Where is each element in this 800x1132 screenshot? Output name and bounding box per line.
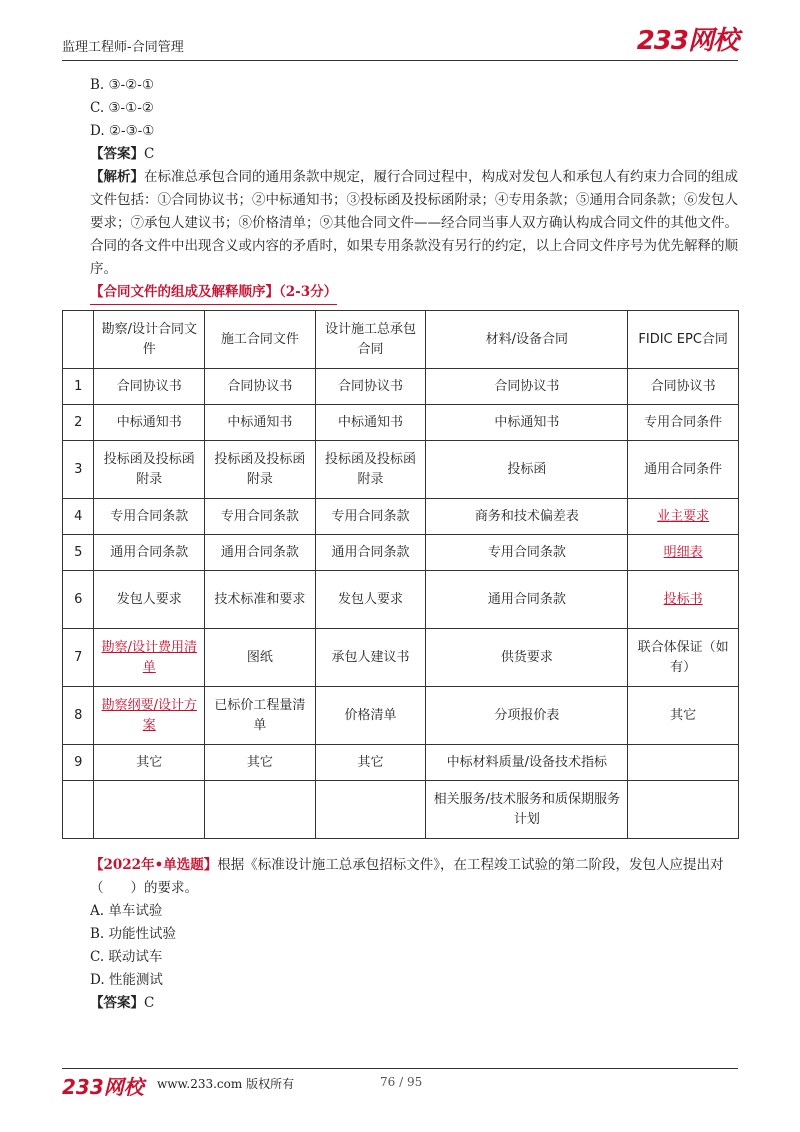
header-cell: 设计施工总承包合同 (315, 311, 426, 369)
cell: 价格清单 (315, 687, 426, 745)
cell: 发包人要求 (94, 571, 205, 629)
option-b: B. ③-②-① (90, 77, 154, 93)
answer-value: C (144, 146, 155, 162)
question-block (62, 854, 738, 1015)
table-row (63, 687, 739, 745)
cell: 供货要求 (426, 629, 628, 687)
option-a: A. 单车试验 (90, 903, 163, 919)
cell: 专用合同条款 (315, 499, 426, 535)
cell: 投标书 (628, 571, 739, 629)
page-header (62, 18, 738, 61)
cell (315, 781, 426, 839)
cell (94, 781, 205, 839)
option-d: D. 性能测试 (90, 972, 163, 988)
cell: 中标通知书 (315, 405, 426, 441)
cell: 5 (63, 535, 94, 571)
cell: 9 (63, 745, 94, 781)
table-row (63, 745, 739, 781)
cell: 发包人要求 (315, 571, 426, 629)
question-text: 根据《标准设计施工总承包招标文件》，在工程竣工试验的第二阶段，发包人应提出对（ ）的要求。 (90, 857, 724, 896)
cell: 中标通知书 (94, 405, 205, 441)
header-cell: 施工合同文件 (205, 311, 316, 369)
cell (628, 745, 739, 781)
cell: 投标函 (426, 441, 628, 499)
analysis-text: 在标准总承包合同的通用条款中规定，履行合同过程中，构成对发包人和承包人有约束力合同的组成文件包括：①合同协议书；②中标通知书；③投标函及投标函附录；④专用条款；⑤通用合同条款；⑥发包人要求；⑦承包人建议书；⑧价格清单；⑨其他合同文件——经合同当事人双方确认构成合同文件的其他文件。合同的各文件中出现含义或内容的矛盾时，如果专用条款没有另行的约定，以上合同文件序号为优先解释的顺序。 (90, 169, 738, 277)
table-row (63, 781, 739, 839)
cell: 已标价工程量清单 (205, 687, 316, 745)
contract-documents-table (62, 310, 739, 839)
table-header-row (63, 311, 739, 369)
cell: 6 (63, 571, 94, 629)
cell: 2 (63, 405, 94, 441)
cell: 承包人建议书 (315, 629, 426, 687)
cell: 7 (63, 629, 94, 687)
cell (63, 781, 94, 839)
table-row (63, 499, 739, 535)
header-cell: 材料/设备合同 (426, 311, 628, 369)
answer-prev (62, 143, 738, 166)
cell: 专用合同条件 (628, 405, 739, 441)
cell: 通用合同条件 (628, 441, 739, 499)
cell: 通用合同条款 (94, 535, 205, 571)
cell: 其它 (205, 745, 316, 781)
cell: 投标函及投标函附录 (94, 441, 205, 499)
cell: 明细表 (628, 535, 739, 571)
table-row (63, 441, 739, 499)
cell: 合同协议书 (205, 369, 316, 405)
page-footer (62, 1068, 738, 1099)
cell: 通用合同条款 (315, 535, 426, 571)
cell: 中标通知书 (205, 405, 316, 441)
table-row (63, 571, 739, 629)
cell: 其它 (628, 687, 739, 745)
header-cell: 勘察/设计合同文件 (94, 311, 205, 369)
answer-label: 【答案】 (90, 995, 144, 1011)
header-title: 监理工程师-合同管理 (62, 40, 184, 55)
cell: 合同协议书 (315, 369, 426, 405)
cell: 合同协议书 (628, 369, 739, 405)
cell: 1 (63, 369, 94, 405)
cell: 8 (63, 687, 94, 745)
cell: 相关服务/技术服务和质保期服务计划 (426, 781, 628, 839)
cell: 勘察/设计费用清单 (94, 629, 205, 687)
cell: 专用合同条款 (94, 499, 205, 535)
footer-copyright: www.233.com 版权所有 (157, 1077, 295, 1091)
cell: 分项报价表 (426, 687, 628, 745)
header-cell: FIDIC EPC合同 (628, 311, 739, 369)
cell: 中标通知书 (426, 405, 628, 441)
section-title: 【合同文件的组成及解释顺序】（2-3分） (90, 281, 337, 305)
cell: 联合体保证（如有） (628, 629, 739, 687)
page-number: 76 / 95 (380, 1075, 423, 1089)
cell (628, 781, 739, 839)
cell: 投标函及投标函附录 (205, 441, 316, 499)
cell: 合同协议书 (94, 369, 205, 405)
cell: 其它 (94, 745, 205, 781)
table-row (63, 629, 739, 687)
cell: 3 (63, 441, 94, 499)
cell: 4 (63, 499, 94, 535)
option-d: D. ②-③-① (90, 123, 155, 139)
cell: 合同协议书 (426, 369, 628, 405)
brand-logo: 233网校 (636, 26, 738, 56)
cell: 其它 (315, 745, 426, 781)
option-c: C. ③-①-② (90, 100, 154, 116)
option-b: B. 功能性试验 (90, 926, 177, 942)
cell: 商务和技术偏差表 (426, 499, 628, 535)
table-row (63, 405, 739, 441)
cell: 专用合同条款 (426, 535, 628, 571)
answer-value: C (144, 995, 155, 1011)
cell: 通用合同条款 (205, 535, 316, 571)
cell: 勘察纲要/设计方案 (94, 687, 205, 745)
content-top (62, 74, 738, 305)
question-tag: 【2022年•单选题】 (90, 857, 218, 873)
header-cell (63, 311, 94, 369)
table-row (63, 535, 739, 571)
analysis-paragraph (62, 166, 738, 281)
table-row (63, 369, 739, 405)
answer (62, 992, 738, 1015)
option-c: C. 联动试车 (90, 949, 163, 965)
question-stem (62, 854, 738, 900)
cell: 图纸 (205, 629, 316, 687)
cell (205, 781, 316, 839)
cell: 通用合同条款 (426, 571, 628, 629)
answer-label: 【答案】 (90, 146, 144, 162)
footer-logo: 233网校 (62, 1075, 144, 1099)
cell: 技术标准和要求 (205, 571, 316, 629)
cell: 专用合同条款 (205, 499, 316, 535)
cell: 中标材料质量/设备技术指标 (426, 745, 628, 781)
cell: 业主要求 (628, 499, 739, 535)
cell: 投标函及投标函附录 (315, 441, 426, 499)
analysis-label: 【解析】 (90, 169, 144, 185)
